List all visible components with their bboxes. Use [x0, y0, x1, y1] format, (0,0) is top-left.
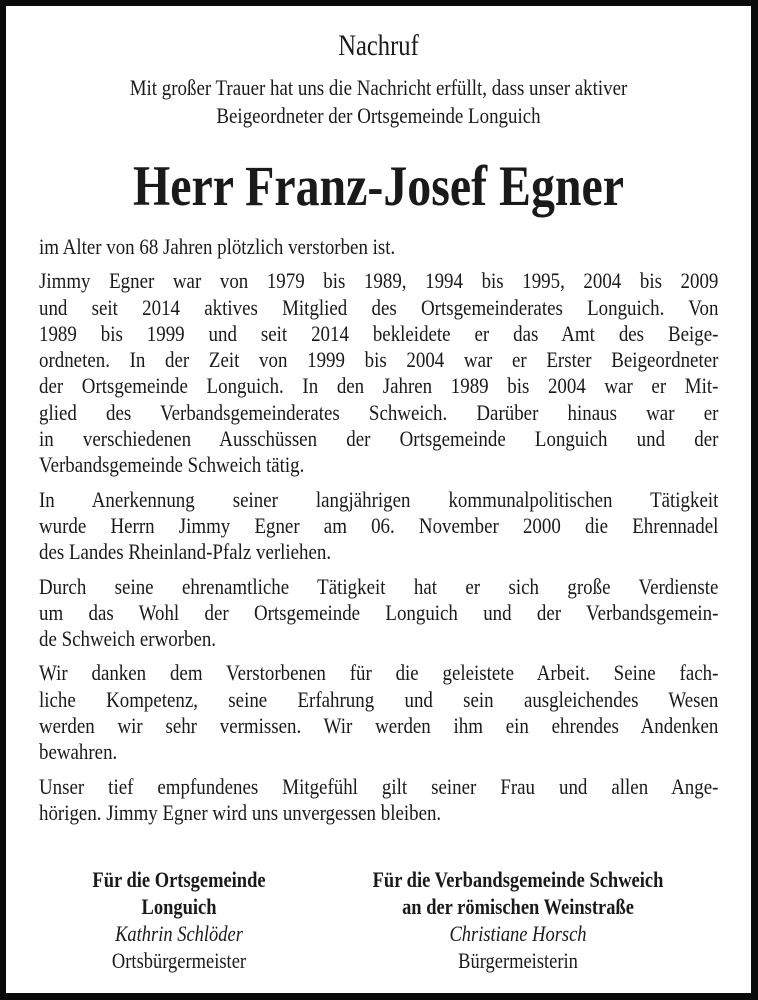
text-line: wurde Herrn Jimmy Egner am 06. November 2000 die Ehrennadel — [39, 512, 719, 538]
text-line: Durch seine ehrenamtliche Tätigkeit hat er sich große Verdienste — [39, 573, 719, 599]
signature-org-line: Für die Verbandsgemeinde Schweich — [372, 867, 664, 892]
text-line: um das Wohl der Ortsgemeinde Longuich und der Verbandsgemein- — [39, 599, 719, 625]
text-line: Jimmy Egner war von 1979 bis 1989, 1994 bis 1995, 2004 bis 2009 — [39, 268, 719, 294]
text-line: 1989 bis 1999 und seit 2014 bekleidete er das Amt des Beige- — [39, 320, 719, 346]
intro-line: Mit großer Trauer hat uns die Nachricht erfüllt, dass unser aktiver — [129, 75, 628, 100]
paragraph — [39, 268, 719, 478]
intro-text — [6, 74, 751, 130]
text-line: de Schweich erworben. — [39, 626, 217, 652]
intro-line: Beigeordneter der Ortsgemeinde Longuich — [216, 103, 541, 128]
signature-person: Christiane Horsch — [449, 921, 587, 946]
paragraph — [39, 774, 719, 827]
text-line: werden wir sehr vermissen. Wir werden ihm ein ehrendes Andenken — [39, 713, 719, 739]
text-line: bewahren. — [39, 739, 118, 765]
text-line: glied des Verbandsgemeinderates Schweich. Darüber hinaus war er — [39, 399, 719, 425]
text-line: in verschiedenen Ausschüssen der Ortsgemeinde Longuich und der — [39, 426, 719, 452]
text-line: Wir danken dem Verstorbenen für die geleistete Arbeit. Seine fach- — [39, 660, 719, 686]
text-line: im Alter von 68 Jahren plötzlich verstorben ist. — [39, 234, 396, 259]
text-line: hörigen. Jimmy Egner wird uns unvergessen bleiben. — [39, 799, 442, 825]
signature-verbandsgemeinde — [318, 866, 718, 974]
signature-role: Ortsbürgermeister — [111, 948, 247, 973]
text-line: ordneten. In der Zeit von 1999 bis 2004 war er Erster Beigeordneter — [39, 347, 719, 373]
paragraph — [39, 660, 719, 765]
obituary-notice — [6, 6, 751, 993]
signature-org-line: an der römischen Weinstraße — [402, 894, 634, 919]
text-line: liche Kompetenz, seine Erfahrung und sein ausgleichendes Wesen — [39, 686, 719, 712]
deceased-name: Herr Franz-Josef Egner — [132, 155, 625, 218]
text-line: In Anerkennung seiner langjährigen kommunalpolitischen Tätigkeit — [39, 486, 719, 512]
text-line: und seit 2014 aktives Mitglied des Ortsgemeinderates Longuich. Von — [39, 294, 719, 320]
paragraph — [39, 487, 719, 566]
paragraph — [39, 574, 719, 653]
signature-ortsgemeinde — [54, 866, 304, 974]
signature-org-line: Longuich — [141, 894, 217, 919]
notice-heading: Nachruf — [338, 29, 419, 62]
signature-role: Bürgermeisterin — [458, 948, 578, 973]
paragraph — [39, 234, 719, 260]
signature-org-line: Für die Ortsgemeinde — [92, 867, 266, 892]
text-line: des Landes Rheinland-Pfalz verliehen. — [39, 539, 332, 565]
text-line: Unser tief empfundenes Mitgefühl gilt seiner Frau und allen Ange- — [39, 773, 719, 799]
text-line: der Ortsgemeinde Longuich. In den Jahren 1989 bis 2004 war er Mit- — [39, 373, 719, 399]
signature-person: Kathrin Schlöder — [115, 921, 243, 946]
text-line: Verbandsgemeinde Schweich tätig. — [39, 452, 305, 478]
obituary-body — [39, 234, 719, 834]
